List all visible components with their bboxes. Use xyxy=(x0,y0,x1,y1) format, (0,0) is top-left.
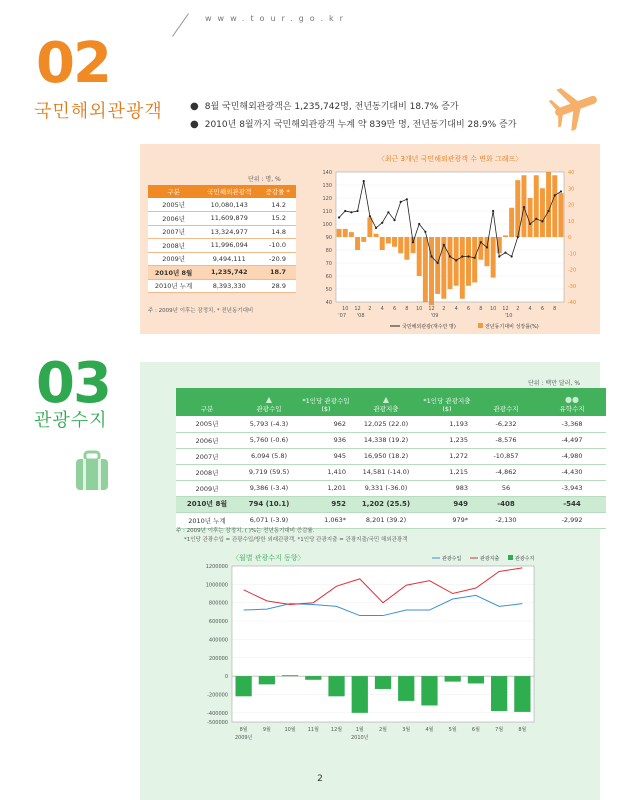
balance-bar xyxy=(421,676,437,705)
tourists-point xyxy=(480,241,482,243)
x-tick-label: 4 xyxy=(454,306,458,312)
table-row xyxy=(148,212,296,226)
right-tick-label: -30 xyxy=(568,283,577,290)
tourists-point xyxy=(424,231,426,233)
luggage-icon xyxy=(74,450,110,492)
right-tick-label: 30 xyxy=(568,186,575,193)
y-tick-label: 1000000 xyxy=(205,582,228,589)
tourists-point xyxy=(498,255,500,257)
x-tick-label: 10 xyxy=(416,306,423,312)
y-tick-label: -400000 xyxy=(207,710,228,717)
tourists-point xyxy=(560,190,562,192)
note-line-2: *1인당 관광수입 = 관광수입/방한 외래관광객, *1인당 관광지출 = 관광지출/국민 해외관광객 xyxy=(184,537,408,543)
table-cell: 2010년 누계 xyxy=(176,512,238,528)
bullet-2: ● 2010년 8월까지 국민해외관광객 누계 약 839만 명, 전년동기대비 28.9% 증가 xyxy=(190,116,516,134)
table-cell: 1,410 xyxy=(300,464,352,480)
balance-bar xyxy=(282,675,298,676)
x-tick-label: 6 xyxy=(466,306,471,312)
growth-bar xyxy=(355,237,360,250)
plot-area xyxy=(232,566,534,722)
left-tick-label: 90 xyxy=(325,235,332,241)
growth-bar xyxy=(528,198,533,237)
th2-income-per: *1인당 관광수입($) xyxy=(300,388,352,416)
table-row xyxy=(176,416,606,432)
balance-bar xyxy=(352,676,368,713)
tourists-point xyxy=(406,198,408,200)
growth-bar xyxy=(423,237,428,302)
growth-bar xyxy=(552,175,557,237)
growth-bar xyxy=(404,237,409,260)
table-cell: 13,324,977 xyxy=(199,225,259,239)
table-cell: 949 xyxy=(420,496,474,512)
left-tick-label: 60 xyxy=(325,274,332,280)
th2-study-label: 유학수지 xyxy=(559,405,585,413)
growth-bar xyxy=(534,175,539,237)
table-cell: -6,232 xyxy=(474,416,538,432)
table-cell: -408 xyxy=(474,496,538,512)
table-cell: 1,063* xyxy=(300,512,352,528)
left-tick-label: 100 xyxy=(322,222,332,228)
tourists-point xyxy=(430,255,432,257)
x-tick-label: 2월 xyxy=(378,727,388,733)
table-row xyxy=(176,496,606,512)
growth-bar xyxy=(558,193,563,237)
table-cell: -8,576 xyxy=(474,432,538,448)
table-cell: 56 xyxy=(474,480,538,496)
right-tick-label: 10 xyxy=(568,218,575,225)
tourists-point xyxy=(449,255,451,257)
left-tick-label: 40 xyxy=(325,300,332,306)
table-cell: 962 xyxy=(300,416,352,432)
y-tick-label: -200000 xyxy=(207,692,228,699)
growth-bar xyxy=(380,237,385,250)
th2-category: 구분 xyxy=(176,388,238,416)
table-cell: 5,793 (-4.3) xyxy=(238,416,300,432)
balance-bar xyxy=(514,676,530,712)
table-cell: 14,581 (-14.0) xyxy=(352,464,420,480)
table-cell: 1,202 (25.5) xyxy=(352,496,420,512)
table-cell: 9,386 (-3.4) xyxy=(238,480,300,496)
growth-bar xyxy=(435,237,440,294)
table-cell: -20.9 xyxy=(259,252,296,266)
table-cell: 9,331 (-36.0) xyxy=(352,480,420,496)
table-cell: 11,609,879 xyxy=(199,212,259,226)
table-row xyxy=(148,252,296,266)
growth-bar xyxy=(386,237,391,244)
table-cell: 18.7 xyxy=(259,266,296,280)
table-cell: 979* xyxy=(420,512,474,528)
legend-label: 관광수지 xyxy=(515,556,535,562)
balance-bar xyxy=(235,676,251,696)
x-tick-label: 10월 xyxy=(284,727,296,733)
table-cell: 2005년 xyxy=(176,416,238,432)
study-icon: ●● xyxy=(565,395,579,404)
x-tick-label: 4 xyxy=(380,306,384,312)
table-cell: 2009년 xyxy=(148,252,199,266)
table-cell: 6,094 (5.8) xyxy=(238,448,300,464)
table-cell: 2010년 8월 xyxy=(176,496,238,512)
table-cell: -10.0 xyxy=(259,239,296,253)
tourists-point xyxy=(443,244,445,246)
right-tick-label: 40 xyxy=(568,170,575,176)
tourists-point xyxy=(517,236,519,238)
x-tick-label: 9월 xyxy=(262,727,271,733)
growth-bar xyxy=(466,237,471,286)
expense-icon: ▲ xyxy=(382,395,390,404)
table-row xyxy=(176,512,606,528)
table-row xyxy=(148,225,296,239)
table-cell: 1,235,742 xyxy=(199,266,259,280)
table-cell: 2010년 8월 xyxy=(148,266,199,280)
x-tick-label: 8월 xyxy=(518,727,527,733)
tourists-point xyxy=(461,255,463,257)
table-cell: 5,760 (-0.6) xyxy=(238,432,300,448)
growth-bar xyxy=(448,237,453,289)
th2-expense-label: 관광지출 xyxy=(373,405,399,413)
balance-bar xyxy=(375,676,391,689)
balance-bar xyxy=(398,676,414,701)
table-row xyxy=(148,279,296,293)
tourists-point xyxy=(492,210,494,212)
x-tick-label: 12 xyxy=(354,306,361,312)
tourists-point xyxy=(387,211,389,213)
tourists-point xyxy=(400,201,402,203)
table-cell: -3,943 xyxy=(538,480,606,496)
section-02-number: 02 xyxy=(36,31,110,96)
table-cell: 794 (10.1) xyxy=(238,496,300,512)
bullet-1: ● 8월 국민해외관광객은 1,235,742명, 전년동기대비 18.7% 증가 xyxy=(190,98,516,116)
table-cell: 945 xyxy=(300,448,352,464)
year-label: '09 xyxy=(430,313,439,319)
x-tick-label: 6 xyxy=(540,306,545,312)
balance-bar xyxy=(491,676,507,711)
table-cell: -4,862 xyxy=(474,464,538,480)
table-cell: 28.9 xyxy=(259,279,296,293)
table-cell: -4,497 xyxy=(538,432,606,448)
table-cell: 2005년 xyxy=(148,198,199,212)
table-cell: 983 xyxy=(420,480,474,496)
right-tick-label: -20 xyxy=(568,267,577,274)
tourists-point xyxy=(529,223,531,225)
income-icon: ▲ xyxy=(265,395,273,404)
growth-bar xyxy=(540,188,545,237)
airplane-icon xyxy=(546,80,606,132)
y-tick-label: 400000 xyxy=(208,637,228,644)
growth-bar xyxy=(472,237,477,283)
tourists-point xyxy=(344,210,346,212)
x-tick-label: 3월 xyxy=(402,727,411,733)
header-divider xyxy=(172,13,189,37)
y-tick-label: -500000 xyxy=(207,720,228,726)
table-cell: 2006년 xyxy=(148,212,199,226)
tourists-point xyxy=(523,206,525,208)
table-cell: 11,996,094 xyxy=(199,239,259,253)
right-tick-label: 20 xyxy=(568,202,575,209)
growth-bar xyxy=(398,237,403,253)
legend-label: 관광수입 xyxy=(442,556,462,562)
y-tick-label: 0 xyxy=(224,674,228,681)
tourists-point xyxy=(541,220,543,222)
right-tick-label: 0 xyxy=(568,235,572,241)
table-cell: 2008년 xyxy=(176,464,238,480)
x-tick-label: 12 xyxy=(502,306,509,312)
tourists-point xyxy=(418,223,420,225)
x-tick-label: 4월 xyxy=(425,727,434,733)
table-cell: 15.2 xyxy=(259,212,296,226)
th2-study xyxy=(538,388,606,416)
section-03-notes xyxy=(176,527,408,545)
chart-title: 〈최근 3개년 국민해외관광객 수 변화 그래프〉 xyxy=(377,155,523,163)
growth-bar xyxy=(460,237,465,299)
site-url: www.tour.go.kr xyxy=(205,14,349,23)
tourists-point xyxy=(486,246,488,248)
tourists-point xyxy=(381,222,383,224)
left-tick-label: 50 xyxy=(325,287,332,293)
table-cell: -2,130 xyxy=(474,512,538,528)
table-cell: -4,980 xyxy=(538,448,606,464)
th2-balance: 관광수지 xyxy=(474,388,538,416)
page-number: 2 xyxy=(317,774,323,784)
growth-bar xyxy=(484,237,489,266)
x-tick-label: 2 xyxy=(442,306,446,312)
table-row xyxy=(148,198,296,212)
x-tick-label: 2 xyxy=(516,306,520,312)
tourists-point xyxy=(535,218,537,220)
table-cell: 2008년 xyxy=(148,239,199,253)
table-cell: 9,494,111 xyxy=(199,252,259,266)
th-category: 구분 xyxy=(148,185,199,198)
growth-bar xyxy=(429,237,434,305)
growth-bar xyxy=(374,234,379,237)
tourists-point xyxy=(356,210,358,212)
table-cell: 1,201 xyxy=(300,480,352,496)
balance-bar xyxy=(445,676,461,682)
table-row xyxy=(176,480,606,496)
table-cell: -10,857 xyxy=(474,448,538,464)
year-label: '07 xyxy=(338,313,347,319)
table-row xyxy=(176,432,606,448)
x-tick-label: 12 xyxy=(428,306,435,312)
table-cell: 14,338 (19.2) xyxy=(352,432,420,448)
left-tick-label: 80 xyxy=(325,248,332,254)
balance-bar xyxy=(259,676,275,684)
x-tick-label: 4 xyxy=(528,306,532,312)
growth-bar xyxy=(503,235,508,237)
table-cell: 952 xyxy=(300,496,352,512)
growth-bar xyxy=(343,229,348,237)
x-tick-label: 11월 xyxy=(307,727,319,733)
tourists-point xyxy=(363,180,365,182)
left-tick-label: 130 xyxy=(322,183,332,189)
th2-income-label: 관광수입 xyxy=(256,405,282,413)
table-cell: 2006년 xyxy=(176,432,238,448)
section-03-unit: 단위 : 백만 달러, % xyxy=(528,380,581,387)
growth-bar xyxy=(392,237,397,247)
balance-bar xyxy=(328,676,344,696)
tourists-point xyxy=(554,194,556,196)
table-cell: 2009년 xyxy=(176,480,238,496)
table-row xyxy=(176,448,606,464)
tourists-point xyxy=(369,215,371,217)
y-tick-label: 200000 xyxy=(208,655,228,662)
table-cell: 8,393,330 xyxy=(199,279,259,293)
legend-balance-swatch xyxy=(508,555,513,560)
table-cell: 9,719 (59.5) xyxy=(238,464,300,480)
balance-table xyxy=(176,388,606,529)
table-cell: 1,235 xyxy=(420,432,474,448)
tourists-point xyxy=(375,227,377,229)
left-tick-label: 110 xyxy=(322,209,332,215)
growth-bar xyxy=(509,208,514,237)
table-cell: 1,272 xyxy=(420,448,474,464)
growth-bar xyxy=(417,237,422,276)
balance-bar xyxy=(305,676,321,680)
y-tick-label: 800000 xyxy=(208,600,228,607)
th2-income xyxy=(238,388,300,416)
year-label: 2009년 xyxy=(234,735,253,741)
right-tick-label: -40 xyxy=(568,300,577,306)
table-row xyxy=(176,464,606,480)
table-cell: -544 xyxy=(538,496,606,512)
growth-bar xyxy=(441,237,446,299)
tourists-point xyxy=(511,255,513,257)
table-row xyxy=(148,239,296,253)
table-cell: 14.8 xyxy=(259,225,296,239)
legend-label: 국민해외관광(재수만 명) xyxy=(402,324,456,330)
tourists-point xyxy=(437,262,439,264)
x-tick-label: 8 xyxy=(479,306,483,312)
th2-expense xyxy=(352,388,420,416)
x-tick-label: 8 xyxy=(553,306,557,312)
table-row xyxy=(148,266,296,280)
tourists-point xyxy=(350,211,352,213)
chart-title: 〈월별 관광수지 동향〉 xyxy=(232,554,305,562)
year-label: '08 xyxy=(356,313,365,319)
section-03-title: 관광수지 xyxy=(34,410,108,431)
balance-chart xyxy=(200,552,600,752)
x-tick-label: 10 xyxy=(489,306,497,312)
tourists-table xyxy=(148,185,296,293)
legend-label: 관광지출 xyxy=(480,556,500,562)
th2-expense-per: *1인당 관광지출($) xyxy=(420,388,474,416)
table-cell: -4,430 xyxy=(538,464,606,480)
left-tick-label: 120 xyxy=(322,196,332,202)
section-02-title: 국민해외관광객 xyxy=(34,101,163,122)
tourists-point xyxy=(504,252,506,254)
table-cell: 14.2 xyxy=(259,198,296,212)
table-cell: 10,080,143 xyxy=(199,198,259,212)
year-label: '10 xyxy=(504,313,513,319)
x-tick-label: 6 xyxy=(392,306,397,312)
section-02-note: 주 : 2009년 이후는 잠정치, * 전년동기대비 xyxy=(148,308,254,314)
x-tick-label: 5월 xyxy=(448,727,457,733)
table-cell: 8,201 (39.2) xyxy=(352,512,420,528)
table-cell: 6,071 (-3.9) xyxy=(238,512,300,528)
x-tick-label: 10 xyxy=(342,306,349,312)
x-tick-label: 8월 xyxy=(239,727,248,733)
tourists-point xyxy=(547,210,549,212)
growth-bar xyxy=(546,172,551,237)
section-02-bullets xyxy=(190,98,516,134)
th-rate: 증감률 * xyxy=(259,185,296,198)
table-cell: 16,950 (18.2) xyxy=(352,448,420,464)
left-tick-label: 70 xyxy=(325,261,332,267)
x-tick-label: 1월 xyxy=(355,727,364,733)
left-tick-label: 140 xyxy=(322,170,332,176)
table-cell: 2007년 xyxy=(148,225,199,239)
table-cell: 2010년 누계 xyxy=(148,279,199,293)
year-label: 2010년 xyxy=(350,735,369,741)
table-cell: 2007년 xyxy=(176,448,238,464)
x-tick-label: 8 xyxy=(405,306,409,312)
growth-bar xyxy=(367,218,372,238)
table-cell: 12,025 (22.0) xyxy=(352,416,420,432)
growth-bar xyxy=(491,237,496,278)
note-line-1: 주 : 2009년 이후는 잠정치, ( )%는 전년동기대비 증감률. xyxy=(176,528,315,534)
table-cell: -2,992 xyxy=(538,512,606,528)
tourists-point xyxy=(455,259,457,261)
legend-bar-swatch xyxy=(478,323,483,328)
x-tick-label: 12월 xyxy=(330,727,343,733)
y-tick-label: 1200000 xyxy=(205,564,228,570)
table-cell: 1,215 xyxy=(420,464,474,480)
x-tick-label: 6월 xyxy=(471,727,480,733)
x-tick-label: 2 xyxy=(368,306,372,312)
x-tick-label: 7월 xyxy=(495,727,504,733)
right-tick-label: -10 xyxy=(568,251,577,258)
growth-bar xyxy=(478,237,483,260)
th-tourists: 국민해외관광객 xyxy=(199,185,259,198)
section-02-unit: 단위 : 명, % xyxy=(248,176,281,183)
growth-bar xyxy=(349,232,354,237)
y-tick-label: 600000 xyxy=(208,619,228,626)
growth-bar xyxy=(337,229,342,237)
table-cell: 936 xyxy=(300,432,352,448)
growth-bar xyxy=(361,237,366,242)
tourists-point xyxy=(474,257,476,259)
tourists-point xyxy=(412,241,414,243)
tourists-point xyxy=(467,255,469,257)
section-03-number: 03 xyxy=(36,351,110,416)
tourists-point xyxy=(338,216,340,218)
balance-bar xyxy=(468,676,484,683)
table-cell: 1,193 xyxy=(420,416,474,432)
tourists-chart xyxy=(300,150,598,334)
tourists-point xyxy=(393,219,395,221)
table-cell: -3,368 xyxy=(538,416,606,432)
legend-label: 전년동기대비 성장률(%) xyxy=(485,324,539,330)
